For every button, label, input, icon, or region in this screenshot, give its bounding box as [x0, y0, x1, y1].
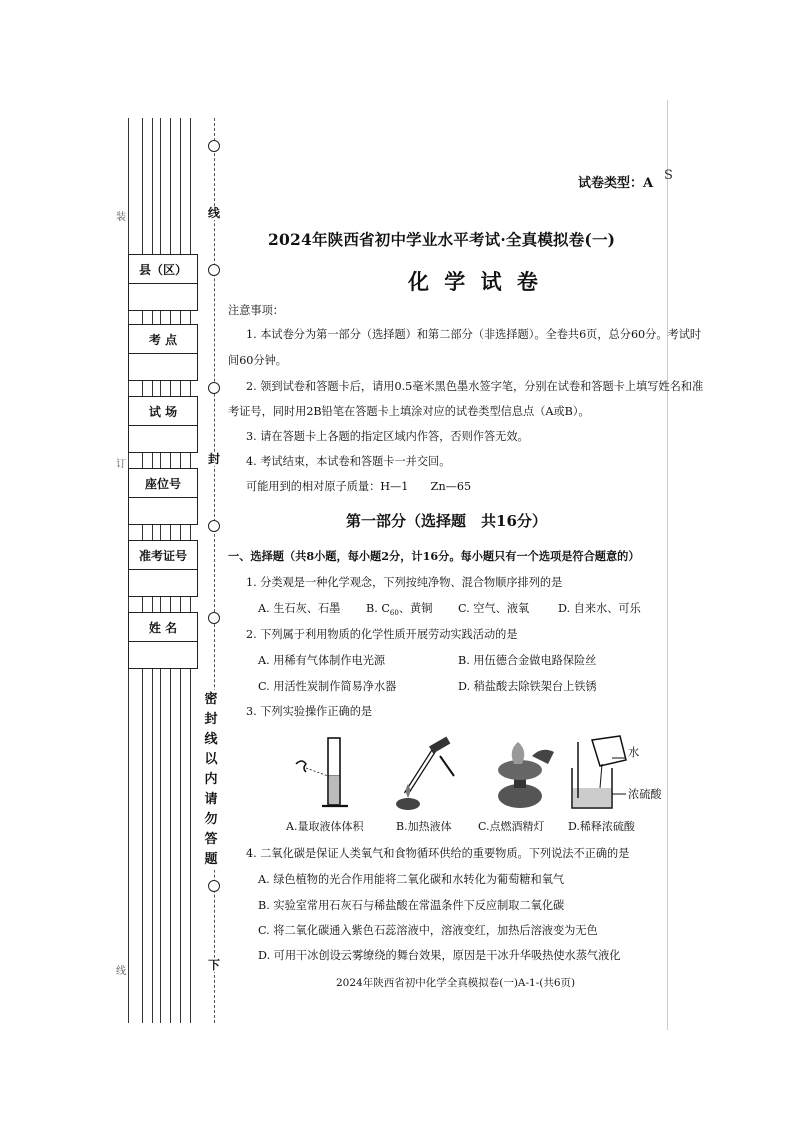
q3-option-d: D.稀释浓硫酸 [568, 820, 635, 833]
field-admission-number[interactable] [128, 540, 198, 597]
q3-option-a: A.量取液体体积 [286, 820, 364, 833]
q1-option-c: C. 空气、液氧 [458, 602, 530, 615]
notice-item: 2. 领到试卷和答题卡后，请用0.5毫米黑色墨水签字笔，分别在试卷和答题卡上填写姓名和准 [246, 380, 704, 393]
section-title: 第一部分（选择题 共16分） [346, 512, 547, 530]
seal-char: 下 [204, 958, 224, 972]
atomic-mass: 可能用到的相对原子质量：H—1 Zn—65 [246, 480, 472, 493]
q1-option-d: D. 自来水、可乐 [558, 602, 641, 615]
seal-circle [208, 520, 220, 532]
notice-heading: 注意事项： [228, 304, 284, 317]
q1-b-sub: 60 [389, 609, 399, 618]
q2-stem: 2. 下列属于利用物质的化学性质开展劳动实践活动的是 [246, 628, 518, 641]
seal-note: 密封线以内请勿答题 [200, 690, 222, 870]
notice-item: 4. 考试结束，本试卷和答题卡一并交回。 [246, 455, 451, 468]
right-edge-mark: S [664, 168, 673, 183]
q4-stem: 4. 二氧化碳是保证人类氧气和食物循环供给的重要物质。下列说法不正确的是 [246, 847, 630, 860]
seal-circle [208, 140, 220, 152]
q4-option-c: C. 将二氧化碳通入紫色石蕊溶液中，溶液变红，加热后溶液变为无色 [258, 924, 598, 937]
label-water: 水 [628, 746, 640, 759]
subject-title: 化 学 试 卷 [408, 269, 542, 294]
q1-stem: 1. 分类观是一种化学观念，下列按纯净物、混合物顺序排列的是 [246, 576, 563, 589]
seal-circle [208, 880, 220, 892]
seal-char: 封 [204, 452, 224, 466]
right-border-line [667, 100, 668, 1030]
side-mark: 订 [116, 459, 126, 470]
notice-item: 3. 请在答题卡上各题的指定区域内作答，否则作答无效。 [246, 430, 529, 443]
q4-option-a: A. 绿色植物的光合作用能将二氧化碳和水转化为葡萄糖和氧气 [258, 873, 565, 886]
seal-circle [208, 264, 220, 276]
q1-option-b [366, 600, 432, 617]
section-instruction: 一、选择题（共8小题，每小题2分，计16分。每小题只有一个选项是符合题意的） [228, 549, 640, 563]
field-label: 姓 名 [129, 613, 197, 642]
field-label: 考 点 [129, 325, 197, 354]
paper-type: 试卷类型：A [578, 176, 654, 191]
seal-circle [208, 612, 220, 624]
field-name[interactable] [128, 612, 198, 669]
field-exam-room[interactable] [128, 396, 198, 453]
q1-option-a: A. 生石灰、石墨 [258, 602, 341, 615]
q1-b-post: 、黄铜 [398, 602, 433, 615]
notice-item: 1. 本试卷分为第一部分（选择题）和第二部分（非选择题）。全卷共6页，总分60分。考试时 [246, 328, 702, 341]
q2-option-d: D. 稍盐酸去除铁架台上铁锈 [458, 680, 597, 693]
field-county[interactable] [128, 254, 198, 311]
field-label: 准考证号 [129, 541, 197, 570]
side-mark: 线 [116, 966, 126, 977]
field-label: 县（区） [129, 255, 197, 284]
q3-stem: 3. 下列实验操作正确的是 [246, 705, 373, 718]
figure-heating-liquid [378, 734, 478, 814]
q3-option-c: C.点燃酒精灯 [478, 820, 545, 833]
q2-option-a: A. 用稀有气体制作电光源 [258, 654, 386, 667]
figure-dilute-acid [568, 734, 668, 814]
q2-option-b: B. 用伍德合金做电路保险丝 [458, 654, 597, 667]
field-seat-number[interactable] [128, 468, 198, 525]
notice-item: 考证号，同时用2B铅笔在答题卡上填涂对应的试卷类型信息点（A或B）。 [228, 405, 590, 418]
field-exam-site[interactable] [128, 324, 198, 381]
q2-option-c: C. 用活性炭制作简易净水器 [258, 680, 397, 693]
q1-b-pre: B. C [366, 602, 390, 615]
side-mark: 装 [116, 212, 126, 223]
exam-title: 2024年陕西省初中学业水平考试·全真模拟卷(一) [268, 230, 616, 249]
page-footer: 2024年陕西省初中化学全真模拟卷(一)A-1-(共6页) [336, 977, 576, 989]
seal-char: 线 [204, 206, 224, 220]
figure-alcohol-lamp [474, 734, 574, 814]
label-acid: 浓硫酸 [628, 788, 662, 801]
q3-option-b: B.加热液体 [396, 820, 452, 833]
seal-circle [208, 382, 220, 394]
field-label: 试 场 [129, 397, 197, 426]
field-label: 座位号 [129, 469, 197, 498]
q4-option-d: D. 可用干冰创设云雾缭绕的舞台效果，原因是干冰升华吸热使水蒸气液化 [258, 949, 621, 962]
figure-measuring-cylinder [282, 734, 382, 814]
q4-option-b: B. 实验室常用石灰石与稀盐酸在常温条件下反应制取二氧化碳 [258, 899, 565, 912]
notice-item: 间60分钟。 [228, 354, 287, 367]
